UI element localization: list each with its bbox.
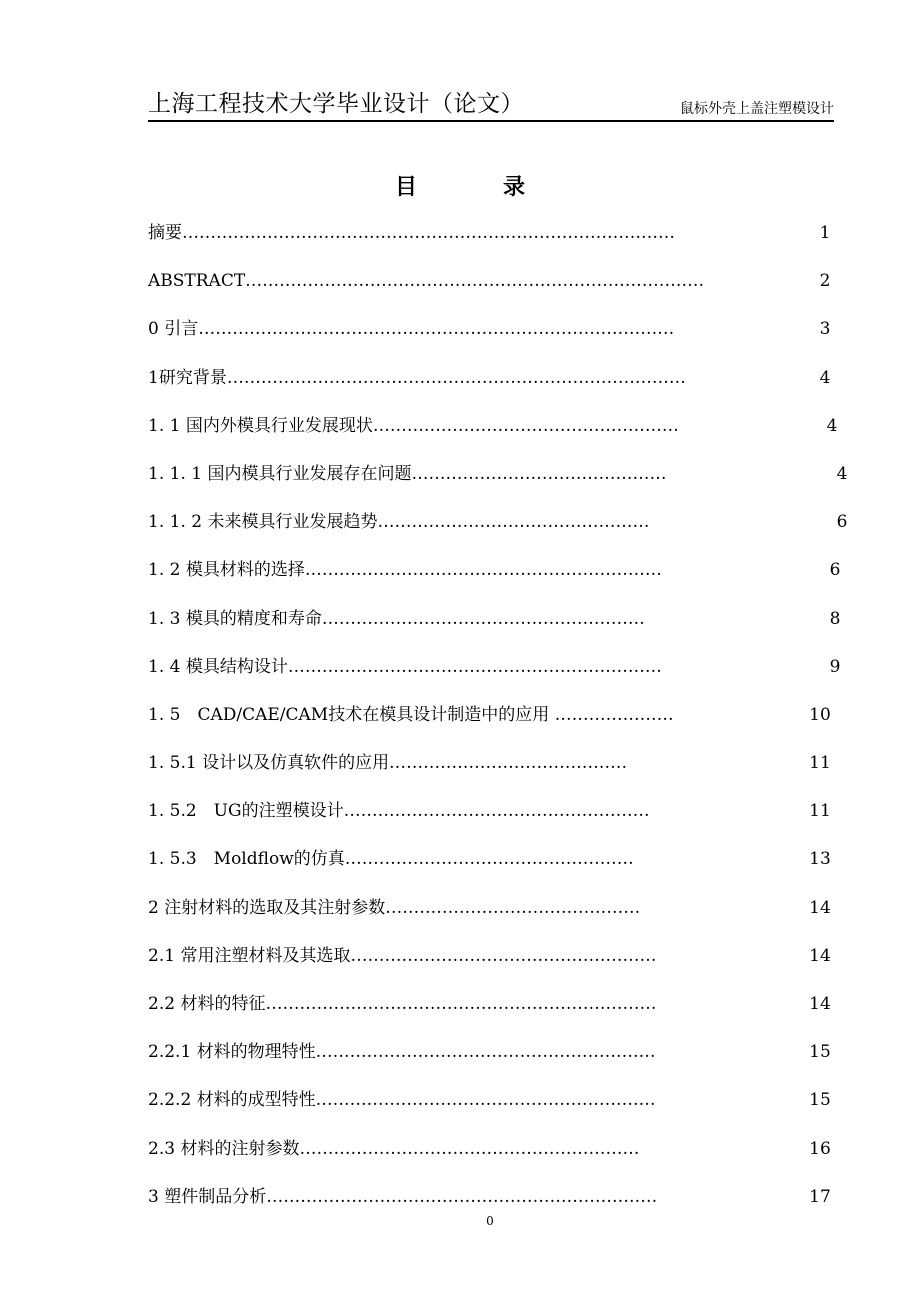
toc-entry[interactable] <box>148 985 848 1033</box>
toc-entry[interactable] <box>148 1081 848 1129</box>
toc-entry-page: 4 <box>836 463 848 484</box>
toc-entry-label: 1研究背景……………………………………………………………………… <box>148 367 686 388</box>
toc-entry-label: 2.3 材料的注射参数…………………………………………………… <box>148 1138 640 1159</box>
toc-entry-label: 1. 1 国内外模具行业发展现状……………………………………………… <box>148 415 679 436</box>
toc-entry-page: 4 <box>826 415 838 436</box>
toc-entry[interactable] <box>148 840 848 888</box>
toc-entry-page: 14 <box>809 897 831 918</box>
toc-entry-page: 16 <box>809 1138 831 1159</box>
toc-entry[interactable] <box>148 889 848 937</box>
toc-entry-page: 9 <box>829 656 841 677</box>
toc-heading: 目 录 <box>394 175 557 200</box>
table-of-contents <box>148 214 848 1226</box>
toc-entry[interactable] <box>148 937 848 985</box>
toc-entry[interactable] <box>148 503 848 551</box>
toc-entry[interactable] <box>148 310 848 358</box>
toc-entry[interactable] <box>148 214 848 262</box>
toc-entry-label: 2.1 常用注塑材料及其选取……………………………………………… <box>148 945 657 966</box>
header-rule <box>148 120 834 122</box>
toc-entry[interactable] <box>148 262 848 310</box>
thesis-topic-title: 鼠标外壳上盖注塑模设计 <box>680 101 834 117</box>
toc-entry-label: 摘要…………………………………………………………………………… <box>148 223 675 243</box>
toc-entry-page: 2 <box>819 271 831 292</box>
toc-entry[interactable] <box>148 1033 848 1081</box>
toc-entry[interactable] <box>148 744 848 792</box>
toc-entry[interactable] <box>148 455 848 503</box>
toc-entry-page: 11 <box>809 801 831 822</box>
toc-entry-page: 11 <box>809 753 831 774</box>
toc-entry[interactable] <box>148 359 848 407</box>
toc-entry-label: 3 塑件制品分析…………………………………………………………… <box>148 1186 658 1207</box>
toc-entry-label: 1. 4 模具结构设计………………………………………………………… <box>148 656 662 677</box>
toc-entry-label: ABSTRACT……………………………………………………………………… <box>148 271 705 292</box>
toc-entry-page: 10 <box>809 704 831 725</box>
toc-entry-label: 1. 5.2 UG的注塑模设计……………………………………………… <box>148 801 650 822</box>
toc-entry-label: 2.2.1 材料的物理特性…………………………………………………… <box>148 1042 656 1063</box>
toc-entry-label: 1. 5.1 设计以及仿真软件的应用…………………………………… <box>148 753 628 774</box>
toc-entry-page: 1 <box>819 223 831 243</box>
toc-entry[interactable] <box>148 792 848 840</box>
toc-entry-label: 1. 1. 2 未来模具行业发展趋势………………………………………… <box>148 512 650 533</box>
toc-entry[interactable] <box>148 1130 848 1178</box>
toc-entry[interactable] <box>148 600 848 648</box>
toc-entry-label: 2 注射材料的选取及其注射参数……………………………………… <box>148 897 641 918</box>
toc-entry-page: 17 <box>809 1186 831 1207</box>
toc-entry-page: 14 <box>809 945 831 966</box>
toc-entry[interactable] <box>148 648 848 696</box>
toc-entry-page: 6 <box>836 512 848 533</box>
toc-entry-page: 3 <box>819 319 831 340</box>
toc-entry[interactable] <box>148 696 848 744</box>
toc-entry-label: 1. 3 模具的精度和寿命………………………………………………… <box>148 608 645 629</box>
toc-entry-page: 15 <box>809 1090 831 1111</box>
toc-entry-page: 6 <box>829 560 841 581</box>
toc-entry-page: 8 <box>829 608 841 629</box>
toc-entry-label: 1. 2 模具材料的选择……………………………………………………… <box>148 560 662 581</box>
toc-entry-label: 2.2.2 材料的成型特性…………………………………………………… <box>148 1090 656 1111</box>
toc-entry-page: 13 <box>809 849 831 870</box>
toc-entry[interactable] <box>148 551 848 599</box>
toc-entry-page: 14 <box>809 994 831 1014</box>
toc-entry-label: 0 引言………………………………………………………………………… <box>148 319 675 340</box>
toc-entry-label: 1. 1. 1 国内模具行业发展存在问题……………………………………… <box>148 463 667 484</box>
page-number: 0 <box>486 1214 494 1228</box>
thesis-header-title: 上海工程技术大学毕业设计（论文） <box>148 91 524 117</box>
toc-entry[interactable] <box>148 407 848 455</box>
toc-entry-label: 1. 5.3 Moldflow的仿真…………………………………………… <box>148 849 634 870</box>
toc-entry-page: 15 <box>809 1042 831 1063</box>
toc-entry-label: 1. 5 CAD/CAE/CAM技术在模具设计制造中的应用 ………………… <box>148 704 674 725</box>
toc-entry-page: 4 <box>819 367 831 388</box>
toc-entry-label: 2.2 材料的特征…………………………………………………………… <box>148 994 657 1014</box>
page-header <box>148 86 834 122</box>
